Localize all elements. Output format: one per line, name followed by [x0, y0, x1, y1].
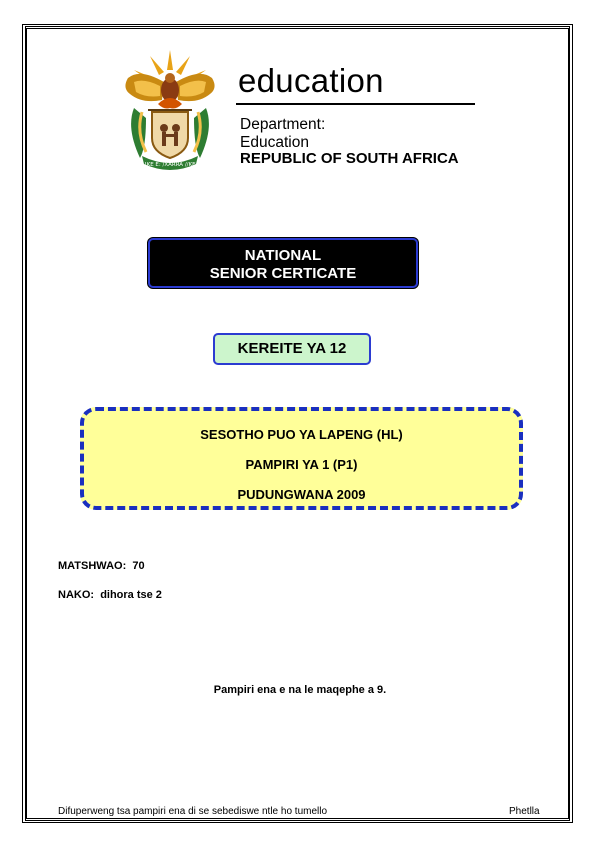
time-label: NAKO:: [58, 589, 95, 601]
subject-panel: [80, 407, 523, 510]
marks-label: MATSHWAO:: [58, 560, 127, 572]
certificate-line1: NATIONAL: [244, 247, 322, 264]
grade-badge: KEREITE YA 12: [213, 333, 371, 365]
department-label: Department:: [240, 116, 326, 133]
exam-session: PUDUNGWANA 2009: [237, 487, 366, 502]
page-turn-note: Phetlla: [509, 806, 540, 817]
subject-name: SESOTHO PUO YA LAPENG (HL): [200, 427, 403, 442]
marks-row: [58, 560, 145, 572]
logo-wordmark: education: [238, 62, 384, 99]
time-value: dihora tse 2: [100, 589, 162, 601]
coat-of-arms-icon: [120, 48, 220, 174]
svg-text:!KE E: /XARRA //KE: !KE E: /XARRA //KE: [144, 162, 196, 168]
certificate-banner: [148, 238, 418, 288]
marks-value: 70: [132, 560, 145, 572]
logo-divider: [236, 103, 475, 105]
country-name: REPUBLIC OF SOUTH AFRICA: [240, 150, 459, 167]
department-name: Education: [240, 134, 309, 151]
certificate-line2: SENIOR CERTICATE: [209, 265, 357, 282]
time-row: [58, 589, 162, 601]
copyright-notice: Difuperweng tsa pampiri ena di se sebediswe ntle ho tumello: [58, 806, 328, 817]
page-count-note: Pampiri ena e na le maqephe a 9.: [213, 684, 387, 696]
paper-number: PAMPIRI YA 1 (P1): [245, 457, 358, 472]
